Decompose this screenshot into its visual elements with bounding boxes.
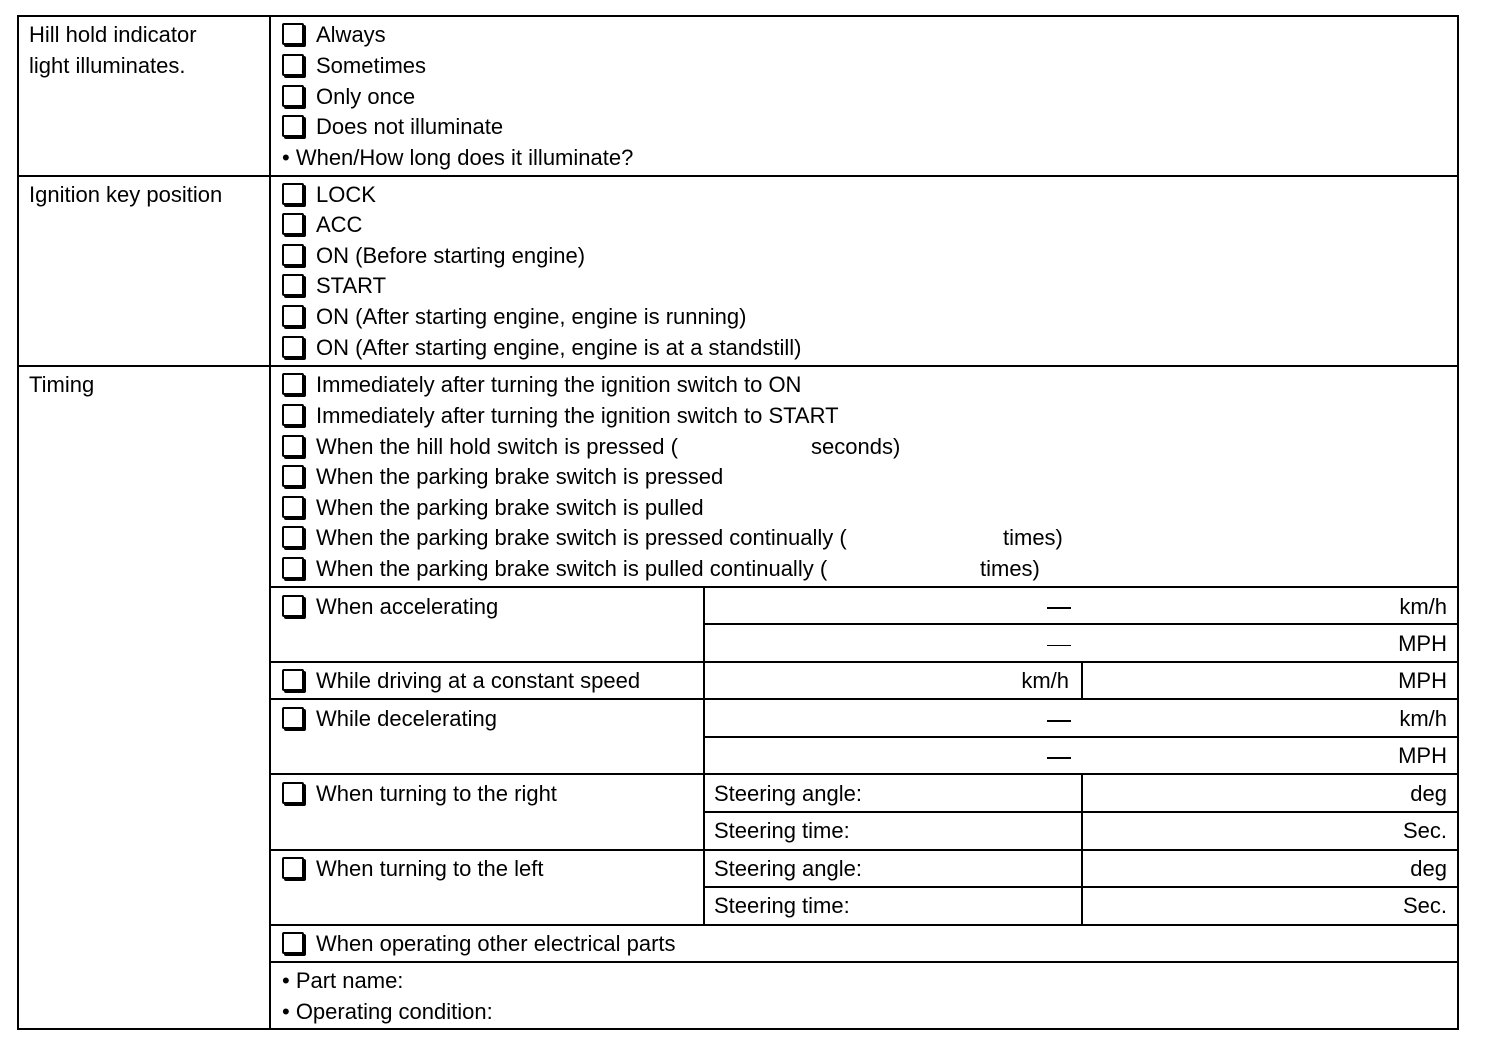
- decelerating-option[interactable]: While decelerating: [282, 704, 497, 734]
- ignition-option-on-standstill[interactable]: ON (After starting engine, engine is at a standstill): [282, 333, 801, 363]
- checkbox[interactable]: [282, 857, 304, 879]
- turn-right-angle-label: Steering angle:: [714, 781, 862, 806]
- checkbox[interactable]: [282, 496, 304, 518]
- decelerating-mph-unit: MPH: [1398, 743, 1447, 768]
- checkbox[interactable]: [282, 336, 304, 358]
- subtable-divider: [703, 886, 1457, 888]
- accelerating-mph-unit: MPH: [1398, 631, 1447, 656]
- seconds-suffix: seconds): [811, 434, 901, 459]
- indicator-note: • When/How long does it illuminate?: [282, 145, 634, 170]
- subtable-divider: [269, 698, 1457, 700]
- part-name-label: • Part name:: [282, 968, 404, 993]
- checkbox[interactable]: [282, 465, 304, 487]
- accelerating-option[interactable]: When accelerating: [282, 592, 498, 622]
- row-divider: [19, 365, 1457, 367]
- accelerating-kmh-unit: km/h: [1399, 594, 1447, 619]
- turn-right-angle-unit: deg: [1410, 781, 1447, 806]
- turn-left-angle-label: Steering angle:: [714, 856, 862, 881]
- turn-left-time-unit: Sec.: [1402, 893, 1447, 918]
- checkbox[interactable]: [282, 404, 304, 426]
- indicator-option-sometimes[interactable]: Sometimes: [282, 51, 426, 81]
- subtable-divider: [269, 924, 1457, 926]
- timing-option-brake-pulled-continually[interactable]: When the parking brake switch is pulled continually (: [282, 554, 827, 584]
- indicator-label-line-2: light illuminates.: [29, 53, 186, 78]
- subtable-divider: [269, 849, 1457, 851]
- range-dash: [1047, 720, 1071, 722]
- row-divider: [19, 175, 1457, 177]
- checkbox[interactable]: [282, 305, 304, 327]
- range-dash: [1047, 757, 1071, 759]
- checkbox[interactable]: [282, 213, 304, 235]
- subtable-divider: [269, 661, 1457, 663]
- checkbox[interactable]: [282, 183, 304, 205]
- checkbox[interactable]: [282, 23, 304, 45]
- checkbox[interactable]: [282, 244, 304, 266]
- timing-option-brake-pulled[interactable]: When the parking brake switch is pulled: [282, 493, 704, 523]
- range-dash: [1047, 645, 1071, 646]
- times-suffix: times): [980, 556, 1040, 581]
- timing-option-brake-pressed-continually[interactable]: When the parking brake switch is pressed continually (: [282, 523, 847, 553]
- turn-left-option[interactable]: When turning to the left: [282, 854, 543, 884]
- checkbox[interactable]: [282, 595, 304, 617]
- ignition-option-acc[interactable]: ACC: [282, 210, 362, 240]
- checkbox[interactable]: [282, 274, 304, 296]
- checkbox[interactable]: [282, 85, 304, 107]
- indicator-option-does-not-illuminate[interactable]: Does not illuminate: [282, 112, 503, 142]
- constant-mph-unit: MPH: [1398, 668, 1447, 693]
- subtable-column-divider: [1081, 773, 1083, 925]
- timing-label: Timing: [29, 372, 95, 397]
- hill-hold-questionnaire-form: [17, 15, 1459, 1030]
- subtable-divider: [269, 773, 1457, 775]
- decelerating-kmh-unit: km/h: [1399, 706, 1447, 731]
- checkbox[interactable]: [282, 115, 304, 137]
- indicator-option-always[interactable]: Always: [282, 20, 386, 50]
- indicator-label-line-1: Hill hold indicator: [29, 22, 197, 47]
- subtable-divider: [703, 736, 1457, 738]
- checkbox[interactable]: [282, 54, 304, 76]
- ignition-option-start[interactable]: START: [282, 271, 386, 301]
- checkbox[interactable]: [282, 526, 304, 548]
- turn-right-time-unit: Sec.: [1402, 818, 1447, 843]
- timing-option-ignition-on[interactable]: Immediately after turning the ignition switch to ON: [282, 370, 801, 400]
- indicator-option-only-once[interactable]: Only once: [282, 82, 415, 112]
- subtable-divider: [269, 961, 1457, 963]
- subtable-column-divider: [703, 586, 705, 926]
- checkbox[interactable]: [282, 669, 304, 691]
- ignition-option-lock[interactable]: LOCK: [282, 180, 376, 210]
- timing-option-brake-pressed[interactable]: When the parking brake switch is pressed: [282, 462, 723, 492]
- times-suffix: times): [1003, 525, 1063, 550]
- electrical-parts-option[interactable]: When operating other electrical parts: [282, 929, 676, 959]
- timing-option-hill-hold-switch[interactable]: When the hill hold switch is pressed (: [282, 432, 678, 462]
- ignition-option-on-before[interactable]: ON (Before starting engine): [282, 241, 585, 271]
- turn-right-time-label: Steering time:: [714, 818, 850, 843]
- column-divider: [269, 17, 271, 1028]
- timing-option-ignition-start[interactable]: Immediately after turning the ignition switch to START: [282, 401, 839, 431]
- ignition-option-on-running[interactable]: ON (After starting engine, engine is running): [282, 302, 746, 332]
- checkbox[interactable]: [282, 557, 304, 579]
- turn-right-option[interactable]: When turning to the right: [282, 779, 557, 809]
- checkbox[interactable]: [282, 373, 304, 395]
- subtable-divider: [703, 623, 1457, 625]
- checkbox[interactable]: [282, 932, 304, 954]
- constant-speed-option[interactable]: While driving at a constant speed: [282, 666, 640, 696]
- subtable-divider: [703, 811, 1457, 813]
- constant-kmh-unit: km/h: [1021, 668, 1069, 693]
- checkbox[interactable]: [282, 782, 304, 804]
- subtable-divider: [269, 586, 1457, 588]
- turn-left-angle-unit: deg: [1410, 856, 1447, 881]
- turn-left-time-label: Steering time:: [714, 893, 850, 918]
- ignition-label: Ignition key position: [29, 182, 223, 207]
- range-dash: [1047, 607, 1071, 609]
- checkbox[interactable]: [282, 707, 304, 729]
- checkbox[interactable]: [282, 435, 304, 457]
- subtable-column-divider: [1081, 661, 1083, 699]
- operating-condition-label: • Operating condition:: [282, 999, 493, 1024]
